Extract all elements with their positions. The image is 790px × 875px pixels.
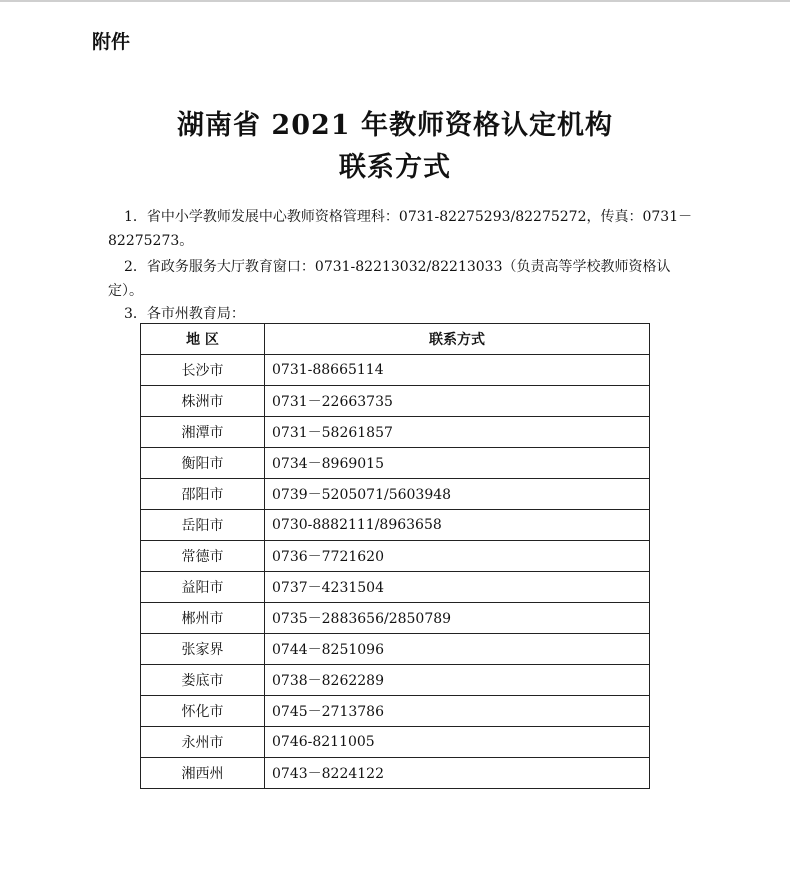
contact-cell: 0735－2883656/2850789 — [265, 603, 650, 634]
region-cell: 衡阳市 — [141, 448, 265, 479]
contacts-table — [140, 323, 650, 789]
contact-cell: 0743－8224122 — [265, 758, 650, 789]
contact-cell: 0746-8211005 — [265, 727, 650, 758]
table-row — [141, 510, 650, 541]
table-row — [141, 758, 650, 789]
contact-cell: 0738－8262289 — [265, 665, 650, 696]
paragraph-city-bureaus: 3．各市州教育局： — [124, 306, 245, 322]
table-row — [141, 572, 650, 603]
region-cell: 郴州市 — [141, 603, 265, 634]
table-row — [141, 665, 650, 696]
contact-cell: 0739－5205071/5603948 — [265, 479, 650, 510]
paragraph-service-hall: 2．省政务服务大厅教育窗口：0731-82213032/82213033（负责高等学校教师资格认定）。 — [108, 259, 671, 299]
contact-cell: 0731－22663735 — [265, 386, 650, 417]
contact-cell: 0731-88665114 — [265, 355, 650, 386]
region-cell: 长沙市 — [141, 355, 265, 386]
contact-cell: 0737－4231504 — [265, 572, 650, 603]
column-header-region: 地 区 — [141, 324, 265, 355]
page-top-border — [0, 0, 790, 2]
contact-cell: 0731－58261857 — [265, 417, 650, 448]
attachment-label: 附件 — [92, 31, 131, 53]
region-cell: 永州市 — [141, 727, 265, 758]
table-row — [141, 479, 650, 510]
table-row — [141, 541, 650, 572]
contact-cell: 0745－2713786 — [265, 696, 650, 727]
table-row — [141, 355, 650, 386]
table-row — [141, 448, 650, 479]
table-row — [141, 634, 650, 665]
document-title-line-2: 联系方式 — [339, 152, 451, 183]
region-cell: 株洲市 — [141, 386, 265, 417]
region-cell: 张家界 — [141, 634, 265, 665]
region-cell: 怀化市 — [141, 696, 265, 727]
column-header-contact: 联系方式 — [265, 324, 650, 355]
contact-cell: 0730-8882111/8963658 — [265, 510, 650, 541]
region-cell: 益阳市 — [141, 572, 265, 603]
region-cell: 邵阳市 — [141, 479, 265, 510]
region-cell: 湘潭市 — [141, 417, 265, 448]
table-row — [141, 386, 650, 417]
paragraph-provincial-center: 1．省中小学教师发展中心教师资格管理科：0731-82275293/82275272，传真：0731－82275273。 — [108, 209, 693, 249]
table-row — [141, 417, 650, 448]
document-title-line-1: 湖南省 2021 年教师资格认定机构 — [177, 110, 613, 141]
table-row — [141, 603, 650, 634]
table-row — [141, 696, 650, 727]
table-header-row — [141, 324, 650, 355]
contact-cell: 0744－8251096 — [265, 634, 650, 665]
region-cell: 常德市 — [141, 541, 265, 572]
contact-cell: 0736－7721620 — [265, 541, 650, 572]
region-cell: 湘西州 — [141, 758, 265, 789]
region-cell: 岳阳市 — [141, 510, 265, 541]
contact-cell: 0734－8969015 — [265, 448, 650, 479]
table-row — [141, 727, 650, 758]
region-cell: 娄底市 — [141, 665, 265, 696]
